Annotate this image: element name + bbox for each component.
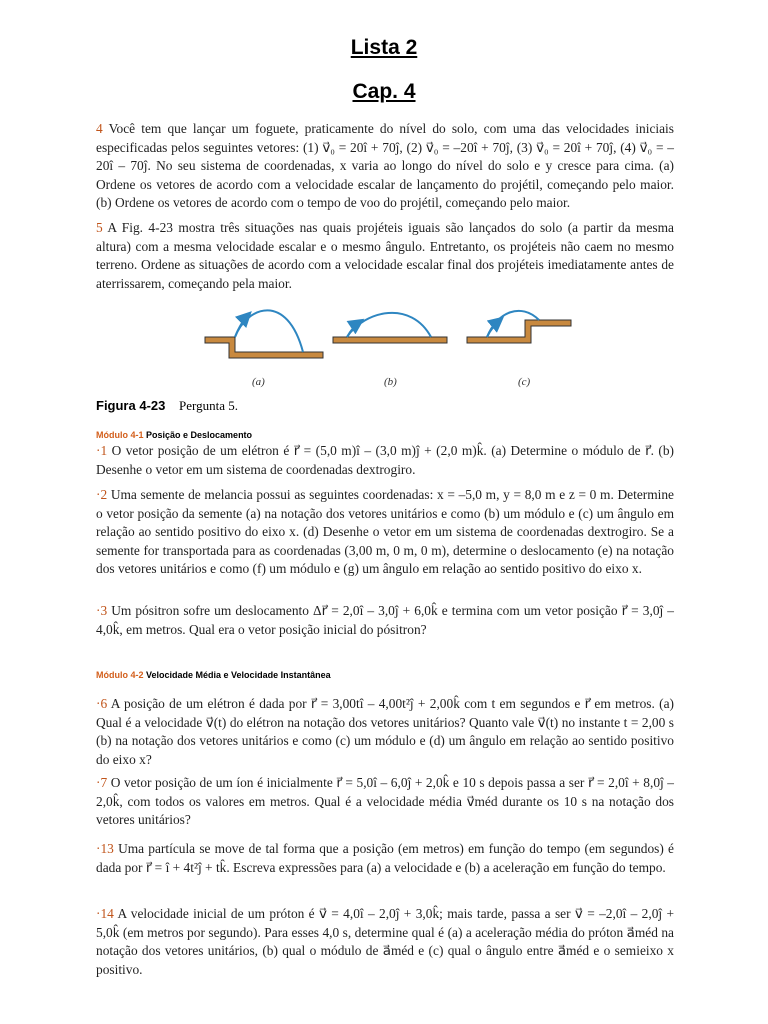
problem-6	[96, 695, 674, 769]
question-number: 4	[96, 121, 103, 136]
problem-14	[96, 905, 674, 979]
problem-number: ·14	[96, 906, 114, 921]
question-4	[96, 120, 674, 213]
problem-2	[96, 486, 674, 579]
problem-number: ·3	[96, 603, 108, 618]
module-label: Módulo 4-2	[96, 670, 144, 680]
question-text: Você tem que lançar um foguete, praticamente do nível do solo, com uma das velocidades iniciais especificadas pelos seguintes vetores: (1) v⃗₀ = 20î + 70ĵ, (2) v⃗₀ = –20î + 70ĵ, (3) v⃗₀ = 20î + 70ĵ, (4) v⃗₀ = –20î – 70ĵ. No seu sistema de coordenadas, x varia ao longo do nível do solo e y cresce para cima. (a) Ordene os vetores de acordo com a velocidade escalar de lançamento do projétil, começando pelo maior. (b) Ordene os vetores de acordo com o tempo de voo do projétil, começando pelo maior.	[96, 121, 674, 211]
figure-panel-b	[333, 313, 447, 343]
figure-label-b: (b)	[384, 376, 397, 388]
problem-text: A velocidade inicial de um próton é v⃗ = 4,0î – 2,0ĵ + 3,0k̂; mais tarde, passa a ser v⃗ = –2,0î – 2,0ĵ + 5,0k̂ (em metros por segundo). Para esses 4,0 s, determine qual é (a) a aceleração média do próton a⃗méd na notação dos vetores unitários, (b) qual o módulo de a⃗méd e (c) qual o ângulo entre a⃗méd e o semieixo x positivo.	[96, 906, 675, 977]
problem-text: Uma semente de melancia possui as seguintes coordenadas: x = –5,0 m, y = 8,0 m e z = 0 m. Determine o vetor posição da semente (a) na notação dos vetores unitários e como (b) um módulo e (c) um ângulo em relação ao sentido positivo do eixo x. (d) Desenhe o vetor em um sistema de coordenadas dextrogiro. Se a semente for transportada para as coordenadas (3,00 m, 0 m, 0 m), determine o deslocamento (e) na notação dos vetores unitários e como (f) um módulo e (g) um ângulo em relação ao sentido positivo do eixo x.	[96, 487, 674, 577]
figure-4-23	[195, 300, 585, 370]
module-title: Velocidade Média e Velocidade Instantânea	[146, 670, 331, 680]
figure-panel-a	[205, 310, 323, 358]
module-heading-4-2	[96, 670, 331, 680]
problem-text: Um pósitron sofre um deslocamento Δr⃗ = 2,0î – 3,0ĵ + 6,0k̂ e termina com um vetor posição r⃗ = 3,0ĵ – 4,0k̂, em metros. Qual era o vetor posição inicial do pósitron?	[96, 603, 674, 637]
module-heading-4-1	[96, 430, 252, 440]
problem-text: O vetor posição de um íon é inicialmente r⃗ = 5,0î – 6,0ĵ + 2,0k̂ e 10 s depois passa a ser r⃗ = 2,0î + 8,0ĵ – 2,0k̂, com todos os valores em metros. Qual é a velocidade média v⃗méd durante os 10 s na notação dos vetores unitários?	[96, 775, 675, 828]
figure-caption-text: Pergunta 5.	[178, 398, 238, 413]
figure-panel-c	[467, 311, 571, 343]
page-subtitle: Cap. 4	[352, 80, 416, 103]
figure-caption-id: Figura 4-23	[96, 398, 166, 413]
problem-7	[96, 774, 674, 830]
figure-label-c: (c)	[518, 376, 531, 388]
figure-caption	[96, 398, 238, 414]
question-text: A Fig. 4-23 mostra três situações nas quais projéteis iguais são lançados do solo (a partir da mesma altura) com a mesma velocidade escalar e o mesmo ângulo. Entretanto, os projéteis não caem no mesmo terreno. Ordene as situações de acordo com a velocidade escalar final dos projéteis imediatamente antes de aterrissarem, começando pela maior.	[96, 220, 674, 291]
figure-label-a: (a)	[252, 376, 265, 388]
problem-text: Uma partícula se move de tal forma que a posição (em metros) em função do tempo (em segundos) é dada por r⃗ = î + 4t²ĵ + tk̂. Escreva expressões para (a) a velocidade e (b) a aceleração em função do tempo.	[96, 841, 674, 875]
problem-number: ·6	[96, 696, 108, 711]
problem-number: ·13	[96, 841, 114, 856]
module-label: Módulo 4-1	[96, 430, 144, 440]
problem-text: O vetor posição de um elétron é r⃗ = (5,0 m)î – (3,0 m)ĵ + (2,0 m)k̂. (a) Determine o módulo de r⃗. (b) Desenhe o vetor em um sistema de coordenadas dextrogiro.	[96, 443, 674, 477]
problem-text: A posição de um elétron é dada por r⃗ = 3,00tî – 4,00t²ĵ + 2,00k̂ com t em segundos e r⃗ em metros. (a) Qual é a velocidade v⃗(t) do elétron na notação dos vetores unitários? Quanto vale v⃗(t) no instante t = 2,00 s (b) na notação dos vetores unitários e como (c) um módulo e (d) um ângulo em relação ao sentido positivo do eixo x?	[96, 696, 674, 767]
problem-number: ·7	[96, 775, 108, 790]
page-title: Lista 2	[350, 36, 418, 59]
question-number: 5	[96, 220, 103, 235]
problem-13	[96, 840, 674, 877]
problem-3	[96, 602, 674, 639]
problem-number: ·2	[96, 487, 108, 502]
problem-1	[96, 442, 674, 479]
question-5	[96, 219, 674, 293]
problem-number: ·1	[96, 443, 108, 458]
module-title: Posição e Deslocamento	[146, 430, 253, 440]
